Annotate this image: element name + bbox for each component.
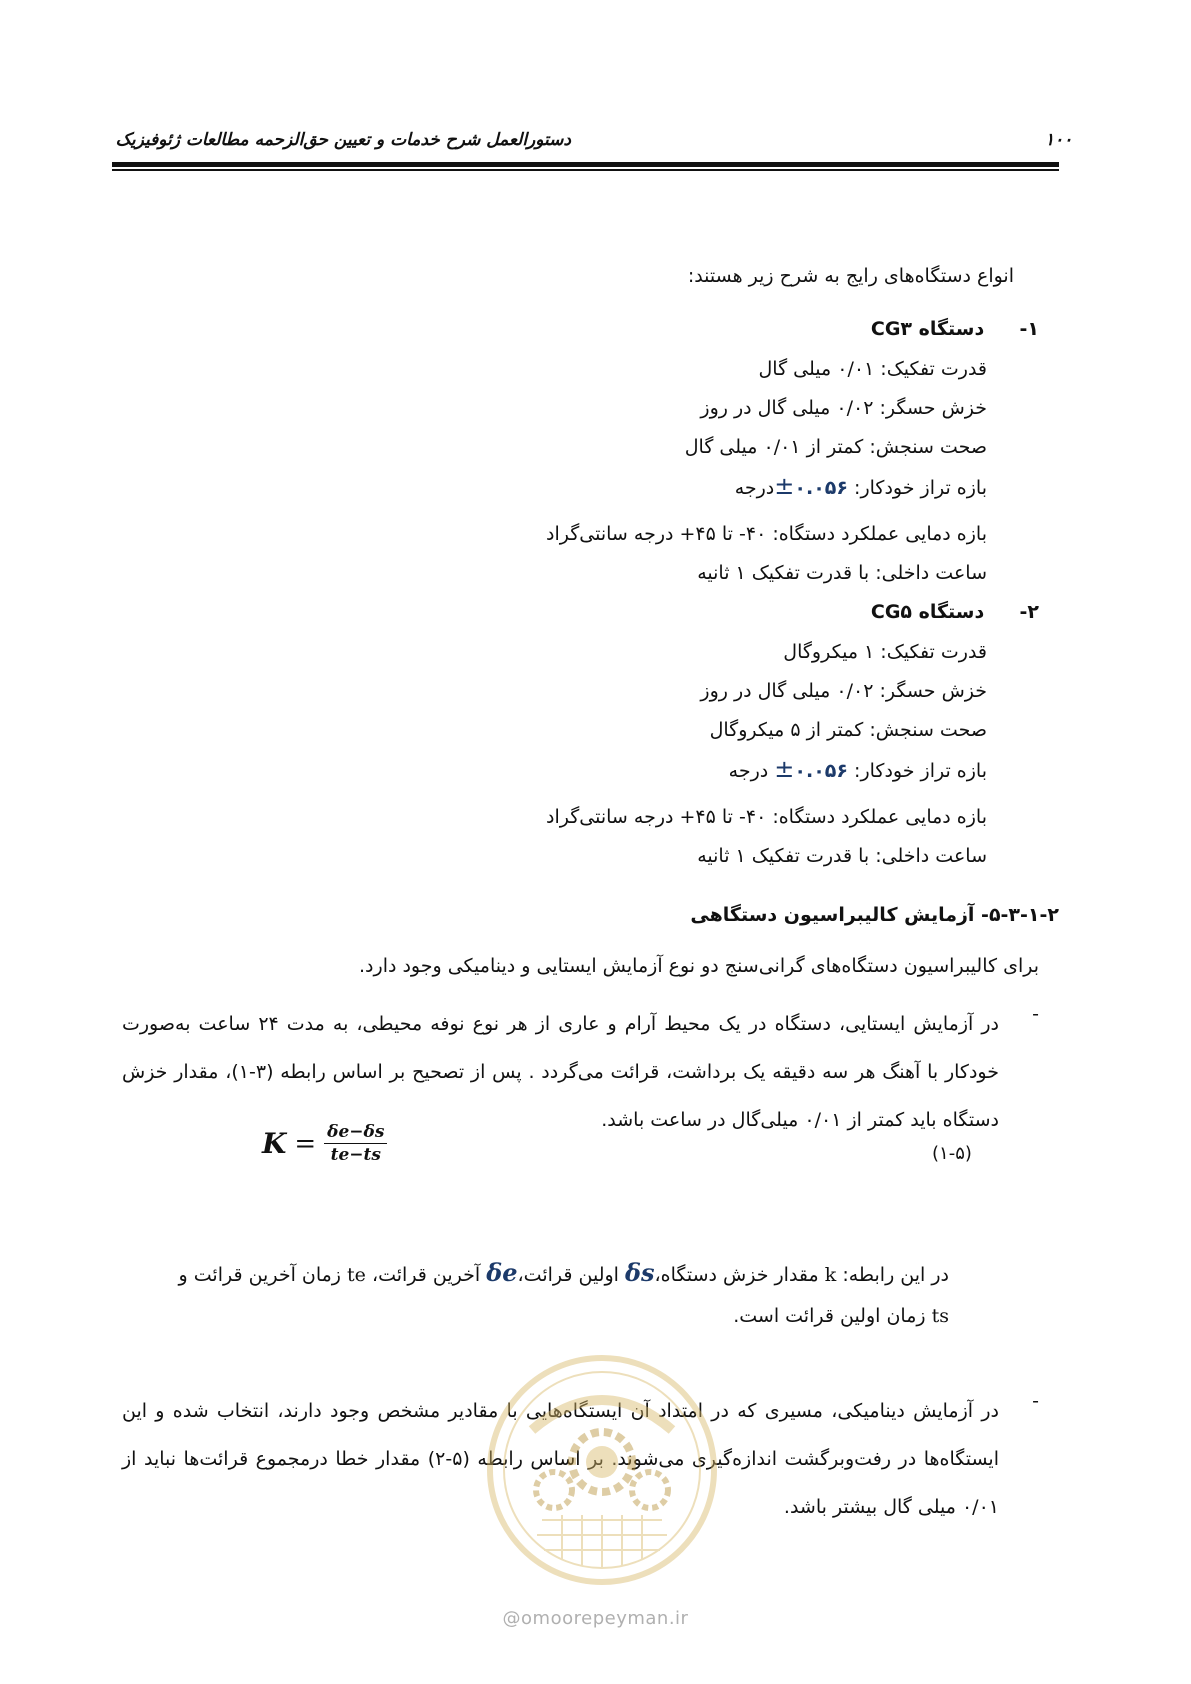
watermark-text: @omoorepeyman.ir — [502, 1608, 689, 1629]
formula-explanation-line1 — [179, 1258, 949, 1287]
watermark-seal — [482, 1350, 722, 1594]
device-1-tilt-unit: درجه — [734, 477, 775, 499]
device-1-tilt-label: بازه تراز خودکار: — [854, 477, 987, 499]
explanation-part1: در این رابطه: — [842, 1264, 949, 1286]
symbol-k: k — [824, 1264, 837, 1286]
page-number: ۱۰۰ — [1045, 130, 1073, 150]
device-1-number: ۱- — [1019, 318, 1039, 340]
device-1-name: دستگاه CG۳ — [870, 318, 985, 340]
explanation-part2: مقدار خزش دستگاه، — [654, 1264, 819, 1286]
device-2-number: ۲- — [1019, 601, 1039, 623]
device-1-spec-accuracy: صحت سنجش: کمتر از ۰/۰۱ میلی گال — [684, 436, 987, 458]
symbol-delta-s: δs — [624, 1258, 655, 1287]
formula-numerator: δe−δs — [324, 1122, 387, 1144]
explanation-part3: اولین قرائت، — [517, 1264, 619, 1286]
header-rule-thick — [112, 162, 1059, 167]
formula-denominator: te−ts — [330, 1145, 381, 1165]
formula-lhs: K — [262, 1127, 287, 1160]
bullet-dash: - — [1032, 1003, 1039, 1025]
device-1-tilt-value: ۰.۰۵۶ — [794, 477, 848, 499]
header-title: دستورالعمل شرح خدمات و تعیین حق‌الزحمه مطالعات ژئوفیزیک — [115, 130, 571, 150]
formula-explanation-line2 — [733, 1305, 949, 1327]
dynamic-test-paragraph: در آزمایش دینامیکی، مسیری که در امتداد آن ایستگاه‌هایی با مقادیر مشخص وجود دارند، انتخاب شده و این ایستگاه‌ها در رفت‌وبرگشت اندازه‌گیری می‌شوند. بر اساس رابطه (۵-۲) مقدار خطا درمجموع قرائت‌ها نباید از ۰/۰۱ میلی گال بیشتر باشد. — [122, 1400, 999, 1518]
device-2-spec-drift: خزش حسگر: ۰/۰۲ میلی گال در روز — [700, 680, 987, 702]
device-2-heading — [871, 601, 1039, 623]
device-2-spec-accuracy: صحت سنجش: کمتر از ۵ میکروگال — [709, 719, 987, 741]
section-heading: ۵-۳-۱-۲- آزمایش کالیبراسیون دستگاهی — [690, 904, 1059, 926]
drift-formula — [262, 1122, 387, 1165]
device-1-spec-drift: خزش حسگر: ۰/۰۲ میلی گال در روز — [700, 397, 987, 419]
device-2-tilt-value: ۰.۰۵۶ — [794, 760, 848, 782]
explanation-part4: آخرین قرائت، — [371, 1264, 481, 1286]
formula-equals: = — [294, 1128, 317, 1159]
device-1-spec-clock: ساعت داخلی: با قدرت تفکیک ۱ ثانیه — [697, 562, 987, 584]
intro-text: انواع دستگاه‌های رایج به شرح زیر هستند: — [687, 265, 1014, 287]
static-test-paragraph: در آزمایش ایستایی، دستگاه در یک محیط آرام و عاری از هر نوع نوفه محیطی، به مدت ۲۴ ساعت به‌صورت خودکار با آهنگ هر سه دقیقه یک برداشت، قرائت می‌گردد . پس از تصحیح بر اساس رابطه (۳-۱)، مقدار خزش دستگاه باید کمتر از ۰/۰۱ میلی‌گال در ساعت باشد. — [122, 1013, 999, 1131]
device-2-spec-resolution: قدرت تفکیک: ۱ میکروگال — [783, 641, 987, 663]
device-1-heading — [871, 318, 1039, 340]
explanation-part6: زمان اولین قرائت است. — [733, 1305, 926, 1327]
device-2-tilt-label: بازه تراز خودکار: — [854, 760, 987, 782]
header-rule-thin — [112, 169, 1059, 171]
device-2-spec-tilt — [729, 755, 987, 783]
symbol-te: te — [347, 1264, 366, 1286]
device-1-spec-resolution: قدرت تفکیک: ۰/۰۱ میلی گال — [758, 358, 987, 380]
device-2-spec-temp: بازه دمایی عملکرد دستگاه: ۴۰- تا ۴۵+ درجه سانتی‌گراد — [546, 806, 987, 828]
section-intro: برای کالیبراسیون دستگاه‌های گرانی‌سنج دو نوع آزمایش ایستایی و دینامیکی وجود دارد. — [359, 955, 1039, 977]
symbol-ts: ts — [931, 1305, 949, 1327]
symbol-delta-e: δe — [486, 1258, 518, 1287]
plus-minus-icon: ± — [774, 472, 795, 500]
formula-number: (۱-۵) — [932, 1143, 972, 1164]
bullet-dash: - — [1032, 1390, 1039, 1412]
explanation-part5: زمان آخرین قرائت و — [178, 1264, 341, 1286]
device-2-tilt-unit: درجه — [728, 760, 769, 782]
device-1-spec-tilt — [735, 472, 987, 500]
formula-fraction — [324, 1122, 387, 1165]
device-2-spec-clock: ساعت داخلی: با قدرت تفکیک ۱ ثانیه — [697, 845, 987, 867]
plus-minus-icon: ± — [774, 755, 795, 783]
device-2-name: دستگاه CG۵ — [870, 601, 985, 623]
watermark-seal-icon — [482, 1350, 722, 1590]
device-1-spec-temp: بازه دمایی عملکرد دستگاه: ۴۰- تا ۴۵+ درجه سانتی‌گراد — [546, 523, 987, 545]
